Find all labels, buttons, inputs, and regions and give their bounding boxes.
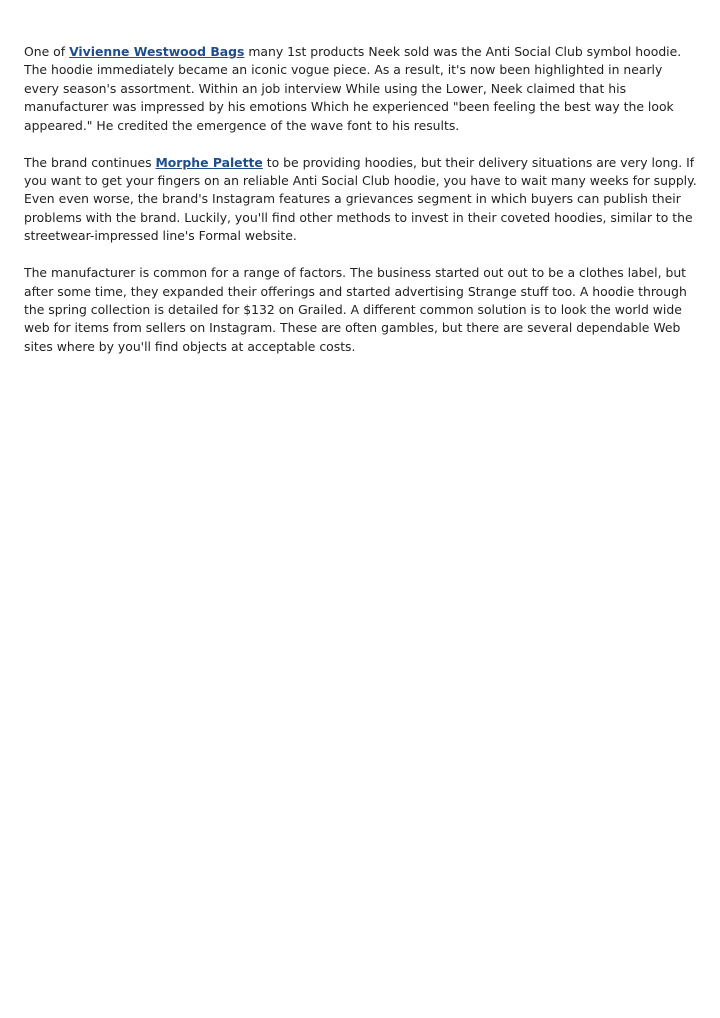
paragraph-1-text-after: many 1st products Neek sold was the Anti Social Club symbol hoodie. The hoodie immediately became an iconic vogue piece. As a result, it's now been highlighted in nearly every season's assortment. Within an job interview While using the Lower, Neek claimed that his manufacturer was impressed by his emotions Which he experienced "been feeling the best way the look appeared." He credited the emergence of the wave font to his results. — [24, 44, 682, 133]
paragraph-1 — [24, 43, 700, 135]
paragraph-1-text-before: One of — [24, 44, 70, 59]
paragraph-3 — [24, 264, 700, 356]
paragraph-2-text-after: to be providing hoodies, but their delivery situations are very long. If you want to get your fingers on an reliable Anti Social Club hoodie, you have to wait many weeks for supply. Even even worse, the brand's Instagram features a grievances segment in which buyers can publish their problems with the brand. Luckily, you'll find other methods to invest in their coveted hoodies, similar to the streetwear-impressed line's Formal website. — [24, 154, 697, 244]
paragraph-2-text-before: The brand continues — [24, 154, 156, 170]
paragraph-2 — [24, 154, 700, 246]
document-page — [24, 43, 700, 375]
morphe-palette-link[interactable]: Morphe Palette — [155, 154, 263, 170]
paragraph-3-text: The manufacturer is common for a range of factors. The business started out out to be a clothes label, but after some time, they expanded their offerings and started advertising Strange stuff too. A hoodie through the spring collection is detailed for $132 on Grailed. A different common solution is to look the world wide web for items from sellers on Instagram. These are often gambles, but there are several dependable Web sites where by you'll find objects at acceptable costs. — [24, 265, 687, 354]
vivienne-westwood-bags-link[interactable]: Vivienne Westwood Bags — [69, 44, 245, 59]
